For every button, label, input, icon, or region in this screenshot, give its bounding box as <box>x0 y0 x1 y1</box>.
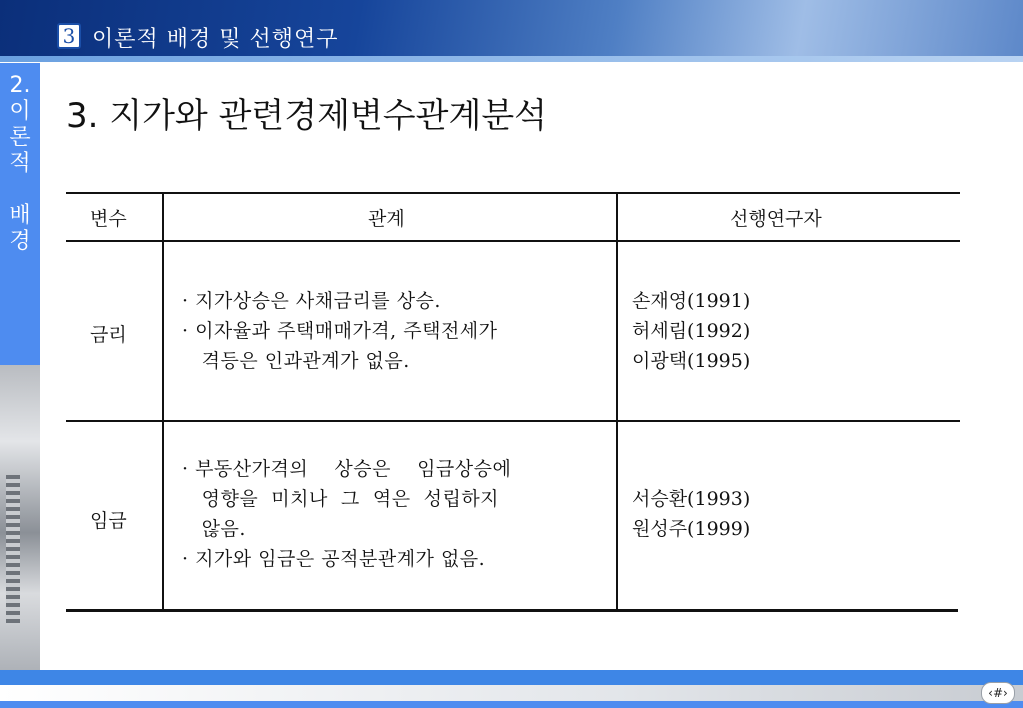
sidebar-tab-char: 적 <box>9 151 31 176</box>
table-top-rule <box>66 192 960 194</box>
building-photo <box>0 365 40 670</box>
relation-line: 영향을 미치나 그 역은 성립하지 <box>182 488 500 510</box>
relation-line: 격등은 인과관계가 없음. <box>182 350 410 372</box>
header-variable: 변수 <box>90 208 127 230</box>
table-column-divider <box>616 192 618 612</box>
researcher: 손재영(1991) <box>632 290 751 312</box>
row-researchers <box>632 484 750 544</box>
table-row-divider <box>66 420 960 422</box>
sidebar-tab-char: 배 <box>9 203 31 228</box>
row-variable: 금리 <box>90 324 127 346</box>
header-relation: 관계 <box>368 208 405 230</box>
relation-line: · 지가와 임금은 공적분관계가 없음. <box>182 548 486 570</box>
relation-line: · 지가상승은 사채금리를 상승. <box>182 290 441 312</box>
sidebar-tab-char: 론 <box>9 125 31 150</box>
relation-line: · 부동산가격의 상승은 임금상승에 <box>182 458 512 480</box>
table-column-divider <box>162 192 164 612</box>
table-header-rule <box>66 240 960 242</box>
sidebar-tab <box>0 63 40 365</box>
researcher: 원성주(1999) <box>632 518 751 540</box>
research-table <box>66 192 960 612</box>
header-researchers: 선행연구자 <box>730 208 822 230</box>
sidebar-tab-spacer <box>0 177 40 203</box>
sidebar-tab-char: 경 <box>9 229 31 254</box>
sidebar-tab-number: 2. <box>9 73 31 98</box>
researcher: 이광택(1995) <box>632 350 751 372</box>
researcher: 서승환(1993) <box>632 488 751 510</box>
page-title: 3. 지가와 관련경제변수관계분석 <box>66 96 548 136</box>
section-title: 이론적 배경 및 선행연구 <box>92 27 339 52</box>
page-number-badge: ‹#› <box>981 682 1015 704</box>
section-number-badge: 3 <box>57 23 81 49</box>
row-relation <box>182 286 498 376</box>
researcher: 허세림(1992) <box>632 320 751 342</box>
footer-strip <box>0 685 1023 701</box>
row-relation <box>182 454 511 574</box>
relation-line: · 이자율과 주택매매가격, 주택전세가 <box>182 320 498 342</box>
row-researchers <box>632 286 750 376</box>
footer-bar <box>0 670 1023 685</box>
row-variable: 임금 <box>90 510 127 532</box>
relation-line: 않음. <box>182 518 246 540</box>
table-bottom-rule <box>66 609 958 612</box>
sidebar-tab-char: 이 <box>9 99 31 124</box>
footer-edge <box>0 701 1023 708</box>
